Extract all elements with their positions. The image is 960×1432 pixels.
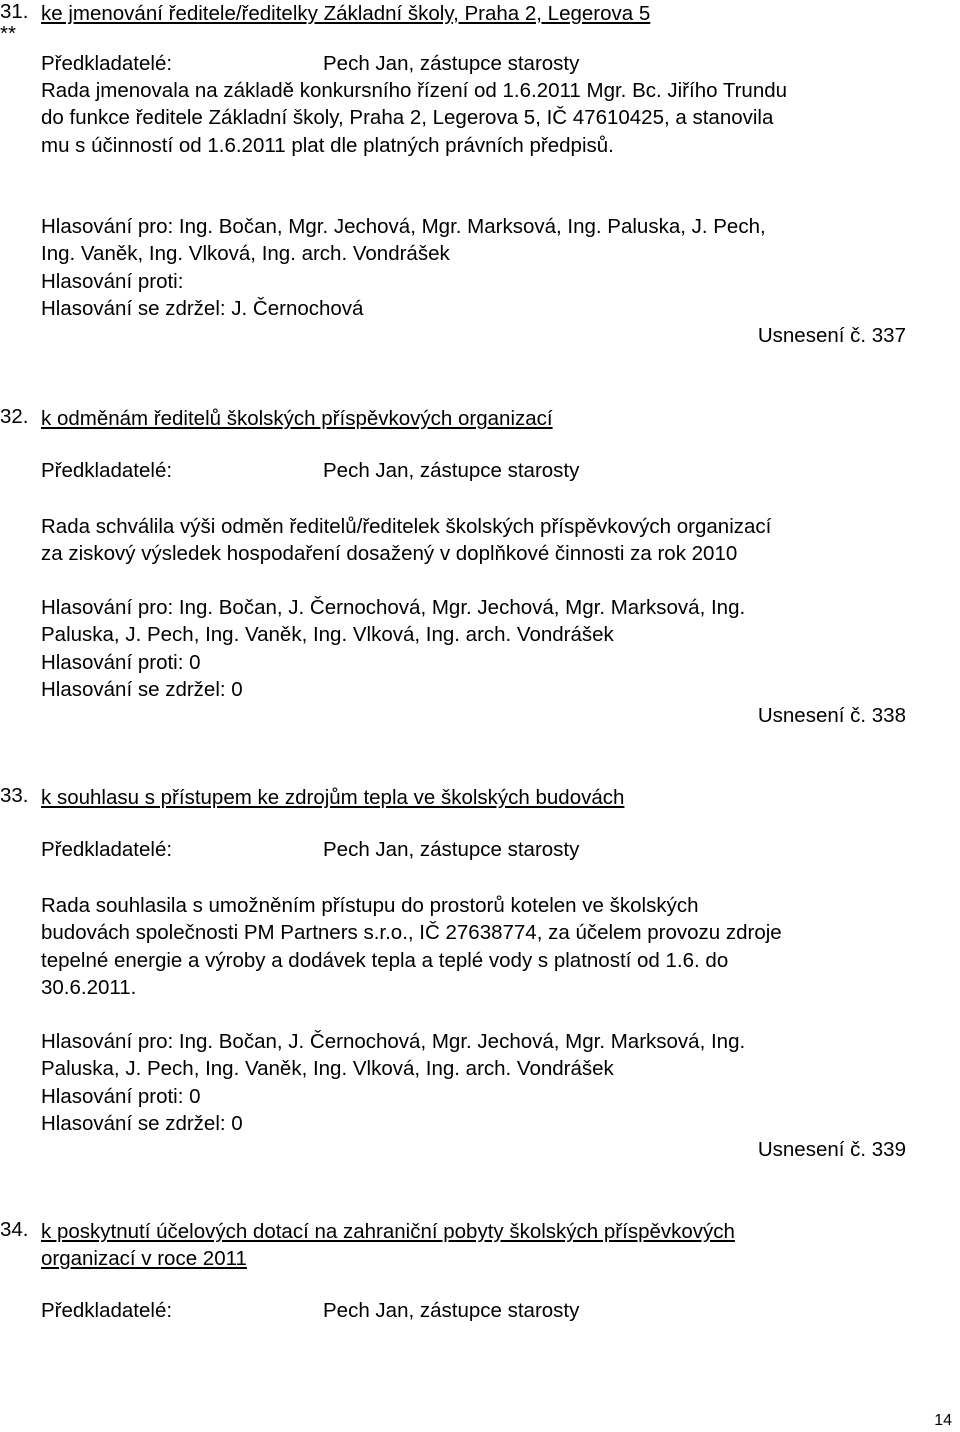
usneseni-number: Usnesení č. 337: [757, 324, 906, 347]
item-number: 31.: [0, 0, 29, 23]
resolution-text: [41, 892, 916, 1002]
vote-line: Paluska, J. Pech, Ing. Vaněk, Ing. Vlková, Ing. arch. Vondrášek: [41, 623, 614, 647]
text-line: Rada souhlasila s umožněním přístupu do prostorů kotelen ve školských: [41, 894, 699, 917]
vote-line: Paluska, J. Pech, Ing. Vaněk, Ing. Vlková, Ing. arch. Vondrášek: [41, 1057, 614, 1081]
item-number: 34.: [0, 1218, 29, 1241]
predkladatele-value: Pech Jan, zástupce starosty: [323, 1299, 580, 1322]
title-line: k poskytnutí účelových dotací na zahraniční pobyty školských příspěvkových: [41, 1220, 735, 1243]
predkladatele-value: Pech Jan, zástupce starosty: [323, 838, 580, 861]
vote-line: Hlasování pro: Ing. Bočan, J. Černochová, Mgr. Jechová, Mgr. Marksová, Ing.: [41, 1030, 746, 1053]
text-line: Rada jmenovala na základě konkursního řízení od 1.6.2011 Mgr. Bc. Jiřího Trundu: [41, 79, 788, 102]
vote-block: [41, 594, 916, 704]
predkladatele-label: Předkladatelé:: [41, 1299, 173, 1322]
item-number: 33.: [0, 784, 29, 807]
predkladatele-value: Pech Jan, zástupce starosty: [323, 459, 580, 482]
predkladatele-label: Předkladatelé:: [41, 838, 173, 861]
item-marker: **: [0, 22, 16, 45]
vote-block: [41, 1028, 916, 1138]
text-line: mu s účinností od 1.6.2011 plat dle platných právních předpisů.: [41, 133, 614, 157]
usneseni-number: Usnesení č. 339: [757, 1138, 906, 1161]
text-line: 30.6.2011.: [41, 976, 137, 1000]
vote-line: Hlasování pro: Ing. Bočan, Mgr. Jechová, Mgr. Marksová, Ing. Paluska, J. Pech,: [41, 215, 766, 238]
vote-line: Hlasování proti:: [41, 269, 184, 293]
vote-line: Hlasování se zdržel: J. Černochová: [41, 297, 364, 321]
item-title: k souhlasu s přístupem ke zdrojům tepla ve školských budovách: [41, 786, 625, 809]
predkladatele-value: Pech Jan, zástupce starosty: [323, 52, 580, 75]
item-number: 32.: [0, 405, 29, 428]
item-title: k odměnám ředitelů školských příspěvkových organizací: [41, 407, 553, 430]
title-line: organizací v roce 2011: [41, 1247, 247, 1270]
item-title: ke jmenování ředitele/ředitelky Základní školy, Praha 2, Legerova 5: [41, 2, 651, 25]
text-line: budovách společnosti PM Partners s.r.o., IČ 27638774, za účelem provozu zdroje: [41, 921, 782, 945]
text-line: Rada schválila výši odměn ředitelů/ředitelek školských příspěvkových organizací: [41, 515, 772, 538]
usneseni-number: Usnesení č. 338: [757, 704, 906, 727]
predkladatele-label: Předkladatelé:: [41, 459, 173, 482]
vote-line: Hlasování se zdržel: 0: [41, 678, 243, 702]
resolution-text: [41, 77, 916, 159]
page-number: 14: [934, 1412, 952, 1429]
vote-line: Hlasování proti: 0: [41, 1084, 201, 1108]
text-line: tepelné energie a výroby a dodávek tepla a teplé vody s platností od 1.6. do: [41, 948, 729, 972]
resolution-text: [41, 513, 916, 568]
vote-line: Hlasování se zdržel: 0: [41, 1112, 243, 1136]
predkladatele-label: Předkladatelé:: [41, 52, 173, 75]
vote-line: Hlasování pro: Ing. Bočan, J. Černochová, Mgr. Jechová, Mgr. Marksová, Ing.: [41, 596, 746, 619]
text-line: do funkce ředitele Základní školy, Praha 2, Legerova 5, IČ 47610425, a stanovila: [41, 106, 774, 130]
vote-line: Hlasování proti: 0: [41, 650, 201, 674]
vote-block: [41, 213, 916, 323]
vote-line: Ing. Vaněk, Ing. Vlková, Ing. arch. Vondrášek: [41, 242, 450, 266]
item-title: [41, 1218, 851, 1272]
text-line: za ziskový výsledek hospodaření dosažený v doplňkové činnosti za rok 2010: [41, 542, 738, 566]
